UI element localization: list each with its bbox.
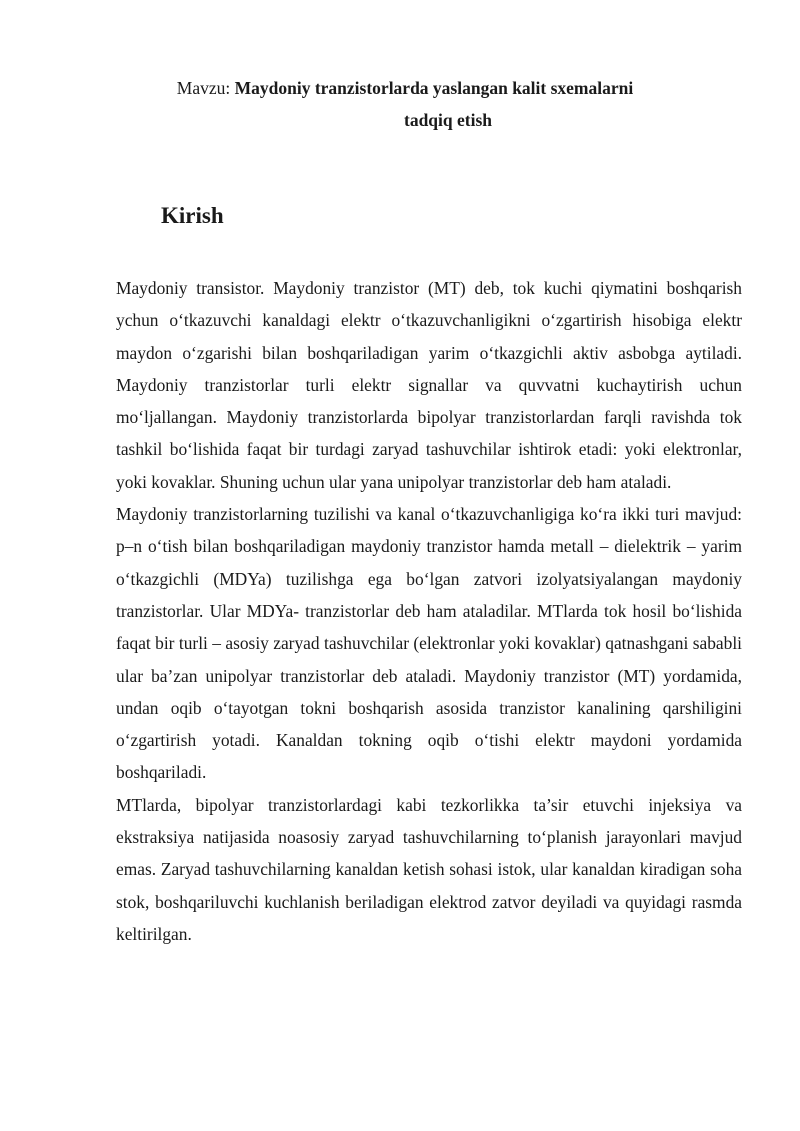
section-heading: Kirish: [161, 203, 224, 228]
paragraph: MTlarda, bipolyar tranzistorlardagi kabi tezkorlikka ta’sir etuvchi injeksiya va ekstraksiya natijasida noasosiy zaryad tashuvchilarning to‘planish jarayonlari mavjud emas. Zaryad tashuvchilarning kanaldan ketish sohasi istok, ular kanaldan kiradigan soha stok, boshqariluvchi kuchlanish beriladigan elektrod zatvor deyiladi va quyidagi rasmda keltirilgan.: [116, 794, 742, 944]
topic-title-line1: Maydoniy tranzistorlarda yaslangan kalit sxemalarni: [234, 78, 634, 98]
topic-title-line2: tadqiq etish: [404, 110, 493, 130]
topic-title: [0, 76, 800, 100]
body-text: [116, 272, 742, 950]
paragraph: Maydoniy transistor. Maydoniy tranzistor (MT) deb, tok kuchi qiymatini boshqarish ychun o‘tkazuvchi kanaldagi elektr o‘tkazuvchanligikni o‘zgartirish hisobiga elektr maydon o‘zgarishi bilan boshqariladigan yarim o‘tkazgichli aktiv asbobga aytiladi. Maydoniy tranzistorlar turli elektr signallar va quvvatni kuchaytirish uchun mo‘ljallangan. Maydoniy tranzistorlarda bipolyar tranzistorlardan farqli ravishda tok tashkil bo‘lishida faqat bir turdagi zaryad tashuvchilar ishtirok etadi: yoki elektronlar, yoki kovaklar. Shuning uchun ular yana unipolyar tranzistorlar deb ham ataladi.: [116, 278, 742, 492]
topic-prefix: Mavzu:: [176, 78, 235, 98]
paragraph: Maydoniy tranzistorlarning tuzilishi va kanal o‘tkazuvchanligiga ko‘ra ikki turi mavjud: p–n o‘tish bilan boshqariladigan maydoniy tranzistor hamda metall – dielektrik – yarim o‘tkazgichli (MDYa) tuzilishga ega bo‘lgan zatvori izolyatsiyalangan maydoniy tranzistorlar. Ular MDYa- tranzistorlar deb ham ataladilar. MTlarda tok hosil bo‘lishida faqat bir turli – asosiy zaryad tashuvchilar (elektronlar yoki kovaklar) qatnashgani sababli ular ba’zan unipolyar tranzistorlar deb ataladi. Maydoniy tranzistor (MT) yordamida, undan oqib o‘tayotgan tokni boshqarish asosida tranzistor kanalining qarshiligini o‘zgartirish yotadi. Kanaldan tokning oqib o‘tishi elektr maydoni yordamida boshqariladi.: [116, 504, 742, 783]
